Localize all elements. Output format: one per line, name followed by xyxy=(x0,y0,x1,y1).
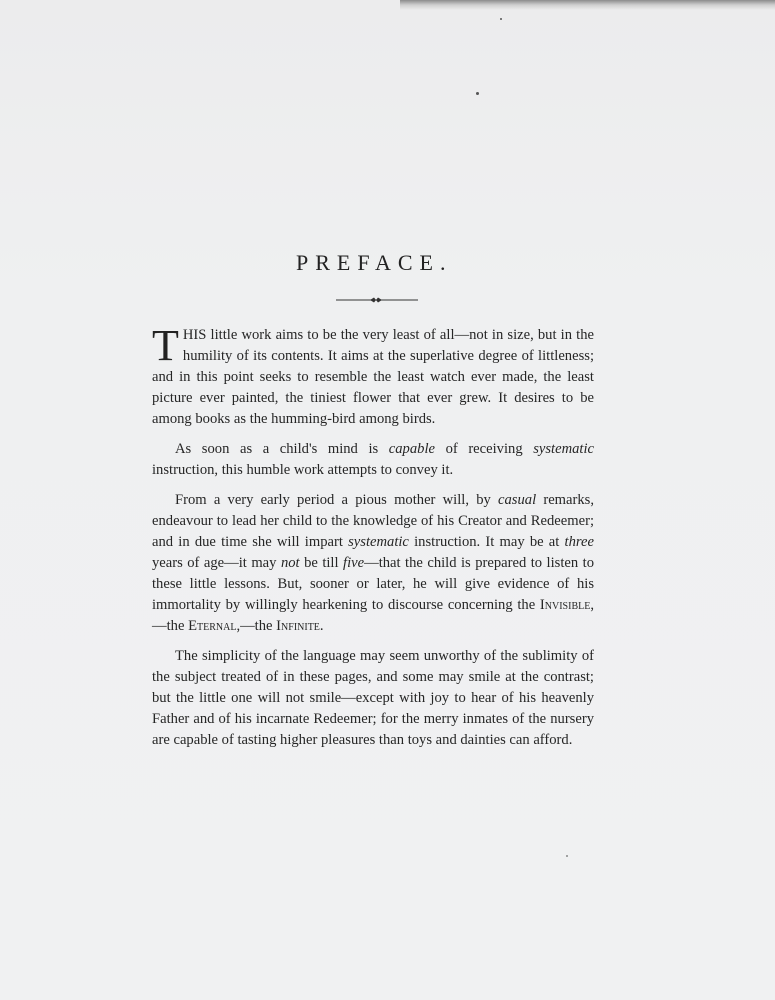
italic-run: capable xyxy=(388,441,435,457)
drop-cap: T xyxy=(152,321,179,370)
paragraph-4: The simplicity of the language may seem unworthy of the sublimity of the subject treated of in these pages, and some may smile at the contrast; but the little one will not smile—except with joy to hear of his heavenly Father and of his incarnate Redeemer; for the merry inmates of the nursery are capable of tasting higher pleasures than toys and dainties can afford. xyxy=(152,648,594,748)
text-run: instruction, this humble work attempts to convey it. xyxy=(152,462,454,478)
italic-run: five xyxy=(343,555,365,571)
preface-body xyxy=(152,321,594,760)
small-caps-run: Eternal xyxy=(188,618,237,634)
small-caps-run: Invisible xyxy=(539,597,591,613)
page-title: PREFACE. xyxy=(296,250,453,275)
text-run: years of age—it may xyxy=(152,555,281,571)
text-run: . xyxy=(319,618,324,634)
italic-run: systematic xyxy=(533,441,594,457)
ink-speck xyxy=(476,92,479,95)
italic-run: systematic xyxy=(348,534,409,550)
paragraph-1-text: HIS little work aims to be the very least of all—not in size, but in the humility of its contents. It aims at the superlative degree of littleness; and in this point seeks to resemble the least watch ever made, the least picture ever painted, the tiniest flower that ever grew. It desires to be among books as the humming-bird among birds. xyxy=(152,327,594,427)
text-run: As soon as a child's mind is xyxy=(175,441,389,457)
ink-speck xyxy=(500,18,502,20)
text-run: of receiving xyxy=(434,441,534,457)
italic-run: not xyxy=(280,555,300,571)
text-run: remarks, endeavour to lead her child to the knowledge of his Creator and Redeemer; and in due time she will impart xyxy=(152,492,594,550)
text-run: ,—the xyxy=(236,618,277,634)
text-run: instruction. It may be at xyxy=(408,534,565,550)
title-ornament-rule xyxy=(336,296,418,304)
italic-run: three xyxy=(564,534,594,550)
paragraph-1 xyxy=(152,321,594,430)
small-caps-run: Infinite xyxy=(276,618,320,634)
paragraph-3 xyxy=(152,490,594,637)
text-run: From a very early period a pious mother will, by xyxy=(175,492,499,508)
text-run: be till xyxy=(299,555,344,571)
text-run: ,—the xyxy=(152,597,594,634)
italic-run: casual xyxy=(498,492,537,508)
paragraph-2 xyxy=(152,439,594,481)
ink-speck xyxy=(566,855,568,857)
text-run: —that the child is prepared to listen to these little lessons. But, sooner or later, he will give evidence of his immortality by willingly hearkening to discourse concerning the xyxy=(152,555,594,613)
scan-shadow-edge xyxy=(400,0,775,10)
